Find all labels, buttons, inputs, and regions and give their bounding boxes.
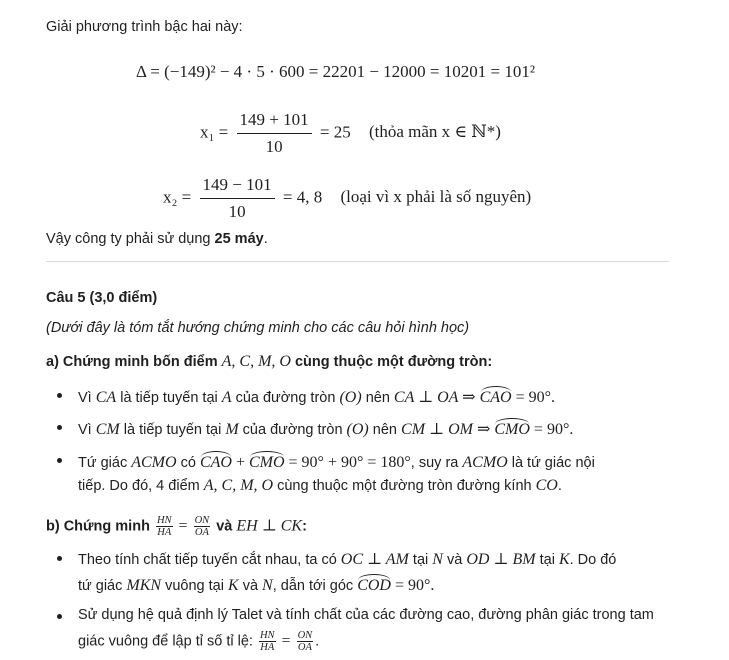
angle: CMO xyxy=(249,451,285,472)
fraction-on-oa xyxy=(297,630,314,653)
math: N xyxy=(432,551,443,568)
text: nên xyxy=(361,390,394,406)
q5-note: (Dưới đây là tóm tắt hướng chứng minh cho các câu hỏi hình học) xyxy=(46,320,470,336)
part-a-title-prefix: a) Chứng minh bốn điểm xyxy=(46,354,222,370)
text: nên xyxy=(368,422,402,438)
part-b-title-prefix: b) Chứng minh xyxy=(46,518,154,535)
text: tại xyxy=(408,552,433,568)
math: N xyxy=(262,577,273,594)
math: + xyxy=(231,454,249,471)
part-b-bullet-2-line-2 xyxy=(78,630,319,653)
math: CM xyxy=(95,421,120,438)
text: : xyxy=(302,518,307,535)
conclusion-text xyxy=(46,231,268,247)
text: tiếp. Do đó, 4 điểm xyxy=(78,478,204,494)
text: và xyxy=(442,552,467,568)
part-a-bullet-3-line-2 xyxy=(78,477,562,495)
math: CM ⊥ OM ⇒ xyxy=(401,421,495,438)
text: cùng thuộc một đường tròn đường kính xyxy=(273,478,536,494)
angle: COD xyxy=(357,574,391,595)
part-a-title-suffix: cùng thuộc một đường tròn: xyxy=(290,354,493,370)
q5-title: Câu 5 (3,0 điểm) xyxy=(46,290,158,306)
text: Vì xyxy=(78,390,96,406)
text: là tứ giác nội xyxy=(507,455,595,471)
math: A xyxy=(221,389,232,406)
conclusion-bold: 25 máy xyxy=(214,231,264,247)
math: K xyxy=(228,577,239,594)
text: là tiếp tuyến tại xyxy=(119,422,226,438)
denominator: HA xyxy=(260,642,275,653)
math: M xyxy=(225,421,239,438)
text: tại xyxy=(535,552,559,568)
math: OD ⊥ BM xyxy=(466,551,536,568)
x1-lhs: x₁ = xyxy=(200,122,229,142)
math: = 90°. xyxy=(511,389,555,406)
delta-equation: Δ = (−149)² − 4 · 5 · 600 = 22201 − 12000 = 10201 = 101² xyxy=(136,62,535,81)
math: CO xyxy=(535,477,558,494)
numerator: HN xyxy=(156,515,172,526)
denominator: OA xyxy=(194,527,209,538)
x1-note: (thỏa mãn x ∈ ℕ*) xyxy=(368,122,501,142)
text: Vì xyxy=(78,422,96,438)
numerator: HN xyxy=(259,630,275,641)
x1-fraction xyxy=(237,110,312,157)
angle: CMO xyxy=(494,418,530,439)
bullet-dot xyxy=(57,425,62,430)
math: EH ⊥ CK xyxy=(236,517,303,535)
math: = 90° + 90° = 180° xyxy=(284,454,411,471)
math: ACMO xyxy=(131,454,177,471)
x2-equation xyxy=(163,175,531,222)
text: và xyxy=(212,518,237,535)
x2-note: (loại vì x phải là số nguyên) xyxy=(340,187,532,207)
text: có xyxy=(176,455,200,471)
math: A, C, M, O xyxy=(203,477,274,494)
math: ACMO xyxy=(462,454,508,471)
part-b-bullet-1-line-2 xyxy=(78,574,434,595)
bullet-dot xyxy=(57,556,62,561)
math: OC ⊥ AM xyxy=(340,551,409,568)
fraction-hn-ha xyxy=(259,630,276,653)
part-b-bullet-1-line-1 xyxy=(78,549,616,569)
x1-rhs: = 25 xyxy=(319,122,351,142)
text: Theo tính chất tiếp tuyến cắt nhau, ta có xyxy=(78,552,341,568)
text: và xyxy=(238,578,263,594)
bullet-dot xyxy=(57,393,62,398)
x2-numerator: 149 − 101 xyxy=(200,175,275,199)
x2-denominator: 10 xyxy=(228,202,246,221)
intro-text: Giải phương trình bậc hai này: xyxy=(46,19,243,35)
angle: CAO xyxy=(480,386,512,407)
part-a-bullet-2 xyxy=(78,418,573,439)
math: CA xyxy=(95,389,117,406)
fraction-hn-ha xyxy=(156,515,173,538)
text: . xyxy=(315,633,320,650)
math: MKN xyxy=(126,577,162,594)
bullet-dot xyxy=(57,614,62,619)
x2-lhs: x₂ = xyxy=(163,187,192,207)
math: (O) xyxy=(346,421,369,438)
text: giác vuông để lập tỉ số tỉ lệ: xyxy=(78,633,257,650)
math: CA ⊥ OA ⇒ xyxy=(393,389,480,406)
x2-rhs: = 4, 8 xyxy=(282,187,323,207)
math: = 90°. xyxy=(529,421,574,438)
math: K xyxy=(558,551,570,568)
math: = 90°. xyxy=(390,577,435,594)
fraction-on-oa xyxy=(194,515,211,538)
part-a-title-math: A, C, M, O xyxy=(221,353,291,370)
section-divider xyxy=(46,261,669,262)
math: (O) xyxy=(339,389,362,406)
math: = xyxy=(277,632,295,650)
conclusion-suffix: . xyxy=(263,231,268,247)
numerator: ON xyxy=(297,630,313,641)
part-a-bullet-3-line-1 xyxy=(78,451,595,472)
x2-fraction xyxy=(200,175,275,222)
part-b-title xyxy=(46,515,307,538)
numerator: ON xyxy=(194,515,210,526)
denominator: OA xyxy=(297,642,312,653)
part-a-bullet-1 xyxy=(78,386,555,407)
text: . xyxy=(557,478,562,494)
x1-numerator: 149 + 101 xyxy=(237,110,312,134)
text: của đường tròn xyxy=(231,390,340,406)
text: tứ giác xyxy=(78,578,127,594)
bullet-dot xyxy=(57,458,62,463)
part-a-title xyxy=(46,353,492,371)
math: = xyxy=(174,517,192,535)
text: của đường tròn xyxy=(238,422,347,438)
conclusion-prefix: Vậy công ty phải sử dụng xyxy=(46,231,215,247)
text: Tứ giác xyxy=(78,455,132,471)
text: vuông tại xyxy=(161,578,228,594)
angle: CAO xyxy=(200,451,232,472)
text: , suy ra xyxy=(410,455,463,471)
text: . Do đó xyxy=(569,552,617,568)
x1-denominator: 10 xyxy=(265,137,283,156)
part-b-bullet-2-line-1: Sử dụng hệ quả định lý Talet và tính chất của các đường cao, đường phân giác trong tam xyxy=(78,607,654,623)
text: là tiếp tuyến tại xyxy=(116,390,222,406)
denominator: HA xyxy=(157,527,172,538)
text: , dẫn tới góc xyxy=(272,578,358,594)
x1-equation xyxy=(200,110,501,157)
